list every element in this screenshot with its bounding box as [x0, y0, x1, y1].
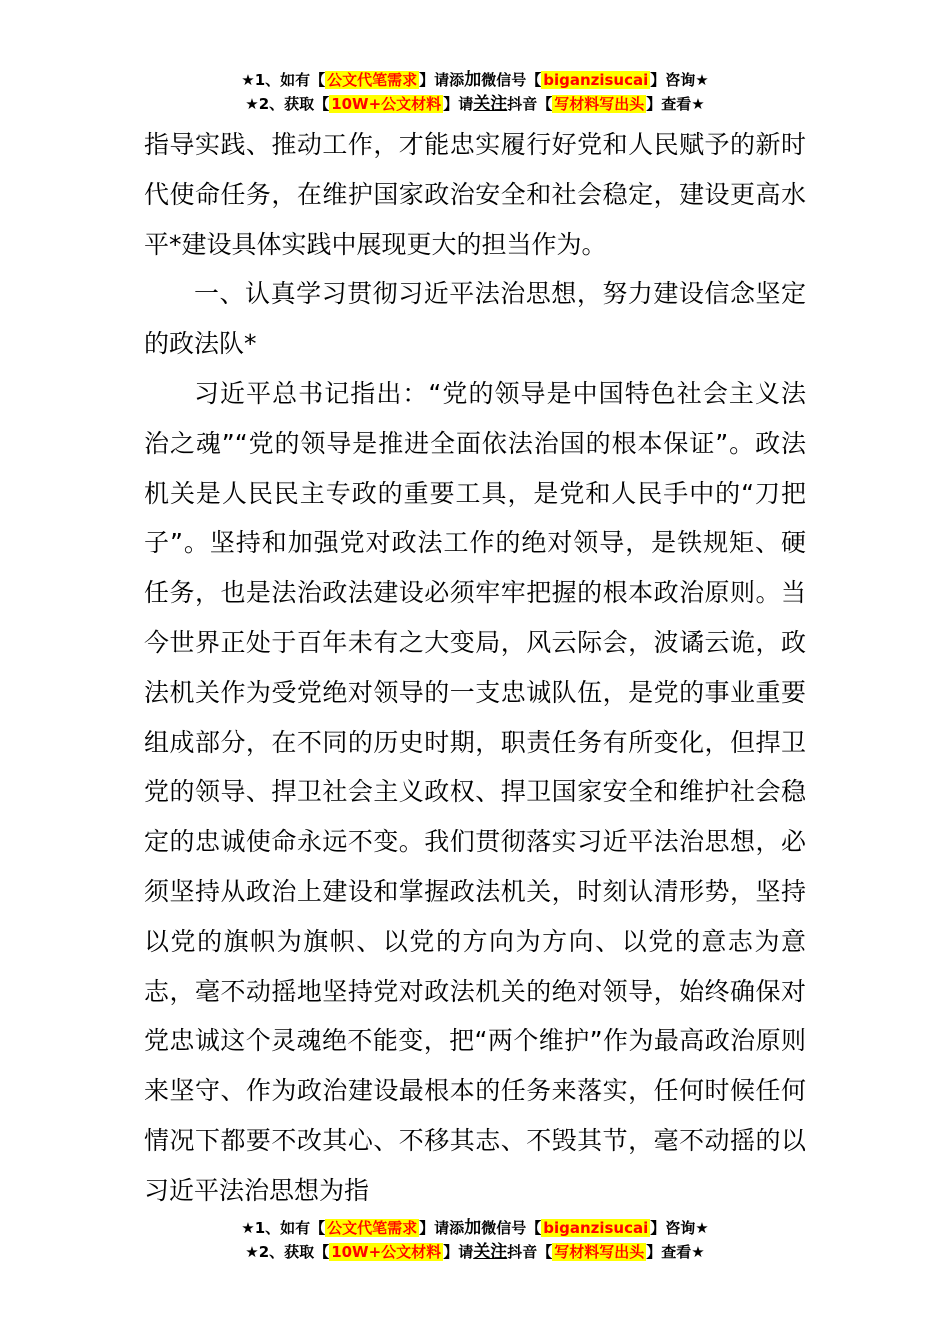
document-body	[144, 120, 806, 1216]
highlight-materials: 10W+公文材料	[331, 1243, 442, 1261]
body-paragraph: 指导实践、推动工作，才能忠实履行好党和人民赋予的新时代使命任务，在维护国家政治安全和社会稳定，建设更高水平*建设具体实践中展现更大的担当作为。	[144, 130, 806, 259]
promo-line-2: ★2、获取【 10W+公文材料 】请关注抖音【 写材料写出头 】查看★	[245, 1242, 705, 1262]
section-heading: 一、认真学习贯彻习近平法治思想，努力建设信念坚定的政法队*	[144, 279, 806, 359]
promo-line-2: ★2、获取【 10W+公文材料 】请关注抖音【 写材料写出头 】查看★	[245, 94, 705, 114]
promo-line-1: ★1、如有【 公文代笔需求 】请添加微信号【 biganzisucai 】咨询★	[241, 1218, 709, 1238]
highlight-wechat-id: biganzisucai	[543, 71, 649, 89]
highlight-materials: 10W+公文材料	[331, 95, 442, 113]
highlight-douyin-account: 写材料写出头	[554, 1243, 645, 1261]
promo-line-1: ★1、如有【 公文代笔需求 】请添加微信号【 biganzisucai 】咨询★	[241, 70, 709, 90]
highlight-writing-service: 公文代笔需求	[327, 71, 418, 89]
footer-promo-banner	[0, 1216, 950, 1264]
body-paragraph: 习近平总书记指出：“党的领导是中国特色社会主义法治之魂”“党的领导是推进全面依法治国的根本保证”。政法机关是人民民主专政的重要工具，是党和人民手中的“刀把子”。坚持和加强党对政法工作的绝对领导，是铁规矩、硬任务，也是法治政法建设必须牢牢把握的根本政治原则。当今世界正处于百年未有之大变局，风云际会，波谲云诡，政法机关作为受党绝对领导的一支忠诚队伍，是党的事业重要组成部分，在不同的历史时期，职责任务有所变化，但捍卫党的领导、捍卫社会主义政权、捍卫国家安全和维护社会稳定的忠诚使命永远不变。我们贯彻落实习近平法治思想，必须坚持从政治上建设和掌握政法机关，时刻认清形势，坚持以党的旗帜为旗帜、以党的方向为方向、以党的意志为意志，毫不动摇地坚持党对政法机关的绝对领导，始终确保对党忠诚这个灵魂绝不能变，把“两个维护”作为最高政治原则来坚守、作为政治建设最根本的任务来落实，任何时候任何情况下都要不改其心、不移其志、不毁其节，毫不动摇的以习近平法治思想为指	[144, 378, 806, 1205]
highlight-wechat-id: biganzisucai	[543, 1219, 649, 1237]
highlight-douyin-account: 写材料写出头	[554, 95, 645, 113]
highlight-writing-service: 公文代笔需求	[327, 1219, 418, 1237]
header-promo-banner	[0, 68, 950, 116]
